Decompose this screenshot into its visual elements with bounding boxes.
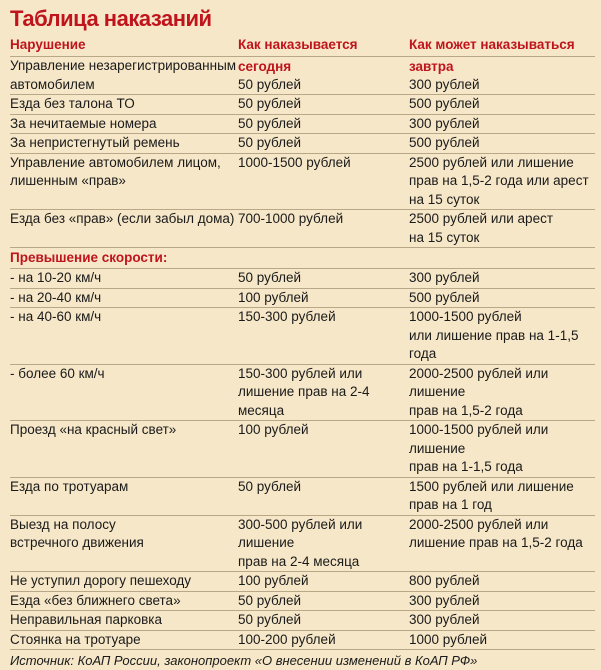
table-row	[10, 210, 595, 248]
table-row	[10, 95, 595, 115]
cell-violation: Езда по тротуарам	[10, 478, 129, 494]
cell-tomorrow: 2500 рублей или лишение прав на 1,5-2 года или арест на 15 суток	[409, 154, 589, 207]
table-row	[10, 421, 595, 478]
section-speeding-title: Превышение скорости:	[10, 248, 595, 269]
cell-violation: Управление незарегистрированным автомобилем	[10, 58, 237, 92]
table-row	[10, 57, 595, 95]
cell-today: 50 рублей	[238, 612, 302, 627]
cell-tomorrow: 500 рублей	[409, 289, 480, 305]
cell-violation: Езда «без ближнего света»	[10, 592, 181, 608]
cell-today: 50 рублей	[238, 76, 302, 92]
cell-violation: За непристегнутый ремень	[10, 135, 180, 150]
table-row	[10, 134, 595, 154]
cell-tomorrow: 1000-1500 рублей или лишение прав на 1-1,5 года	[409, 422, 549, 474]
table-row	[10, 478, 595, 516]
cell-today: 100 рублей	[238, 573, 309, 588]
cell-tomorrow: 300 рублей	[409, 592, 480, 608]
cell-tomorrow: 1500 рублей или лишение прав на 1 год	[409, 478, 574, 512]
cell-violation: Не уступил дорогу пешеходу	[10, 573, 192, 588]
cell-tomorrow: 1000 рублей	[409, 631, 488, 647]
cell-today: 150-300 рублей	[238, 309, 336, 324]
table-row	[10, 154, 595, 211]
table-row	[10, 516, 595, 573]
table-row	[10, 115, 595, 135]
cell-violation: Управление автомобилем лицом, лишенным «прав»	[10, 154, 221, 188]
cell-tomorrow: 300 рублей	[409, 270, 480, 285]
cell-tomorrow: 2000-2500 рублей или лишение прав на 1,5-2 года	[409, 365, 549, 418]
cell-today: 700-1000 рублей	[238, 211, 344, 226]
page-title: Таблица наказаний	[10, 6, 212, 31]
table-header	[10, 34, 595, 74]
table-body-general	[10, 57, 595, 248]
cell-today: 50 рублей	[238, 135, 302, 150]
cell-today: 100-200 рублей	[238, 631, 336, 647]
cell-violation: Проезд «на красный свет»	[10, 422, 177, 437]
cell-today: 50 рублей	[238, 478, 302, 494]
source-note: Источник: КоАП России, законопроект «О внесении изменений в КоАП РФ»	[10, 653, 478, 668]
table-row	[10, 592, 595, 612]
cell-today: 150-300 рублей или лишение прав на 2-4 месяца	[238, 365, 370, 418]
cell-today: 50 рублей	[238, 592, 302, 608]
table-row	[10, 308, 595, 365]
cell-tomorrow: 1000-1500 рублей или лишение прав на 1-1,5 года	[409, 309, 579, 361]
cell-tomorrow: 500 рублей	[409, 96, 480, 111]
cell-today: 50 рублей	[238, 96, 302, 111]
cell-violation: - более 60 км/ч	[10, 365, 105, 381]
cell-violation: Езда без талона ТО	[10, 96, 135, 111]
cell-violation: Езда без «прав» (если забыл дома)	[10, 211, 235, 226]
cell-today: 100 рублей	[238, 422, 309, 437]
cell-tomorrow: 2000-2500 рублей или лишение прав на 1,5-2 года	[409, 516, 583, 550]
cell-tomorrow: 500 рублей	[409, 135, 480, 150]
table-row	[10, 269, 595, 289]
table-row	[10, 289, 595, 309]
cell-violation: - на 20-40 км/ч	[10, 289, 102, 305]
cell-violation: - на 10-20 км/ч	[10, 270, 102, 285]
cell-today: 50 рублей	[238, 115, 302, 131]
cell-tomorrow: 800 рублей	[409, 573, 480, 588]
table-row	[10, 631, 595, 651]
header-today: Как наказывается сегодня	[238, 37, 358, 74]
cell-tomorrow: 300 рублей	[409, 612, 480, 627]
table-row	[10, 572, 595, 592]
table-body-speeding	[10, 269, 595, 650]
cell-violation: - на 40-60 км/ч	[10, 309, 102, 324]
cell-today: 50 рублей	[238, 270, 302, 285]
cell-tomorrow: 300 рублей	[409, 115, 480, 131]
cell-tomorrow: 2500 рублей или арест на 15 суток	[409, 211, 554, 245]
cell-violation: Выезд на полосу встречного движения	[10, 516, 144, 550]
header-tomorrow: Как может наказываться завтра	[409, 37, 575, 74]
cell-today: 300-500 рублей или лишение прав на 2-4 месяца	[238, 516, 363, 569]
cell-violation: Неправильная парковка	[10, 612, 163, 627]
header-violation: Нарушение	[10, 37, 86, 52]
cell-violation: Стоянка на тротуаре	[10, 631, 141, 647]
cell-today: 1000-1500 рублей	[238, 154, 351, 170]
cell-today: 100 рублей	[238, 289, 309, 305]
cell-violation: За нечитаемые номера	[10, 115, 157, 131]
table-row	[10, 611, 595, 631]
table-row	[10, 365, 595, 422]
cell-tomorrow: 300 рублей	[409, 76, 480, 92]
